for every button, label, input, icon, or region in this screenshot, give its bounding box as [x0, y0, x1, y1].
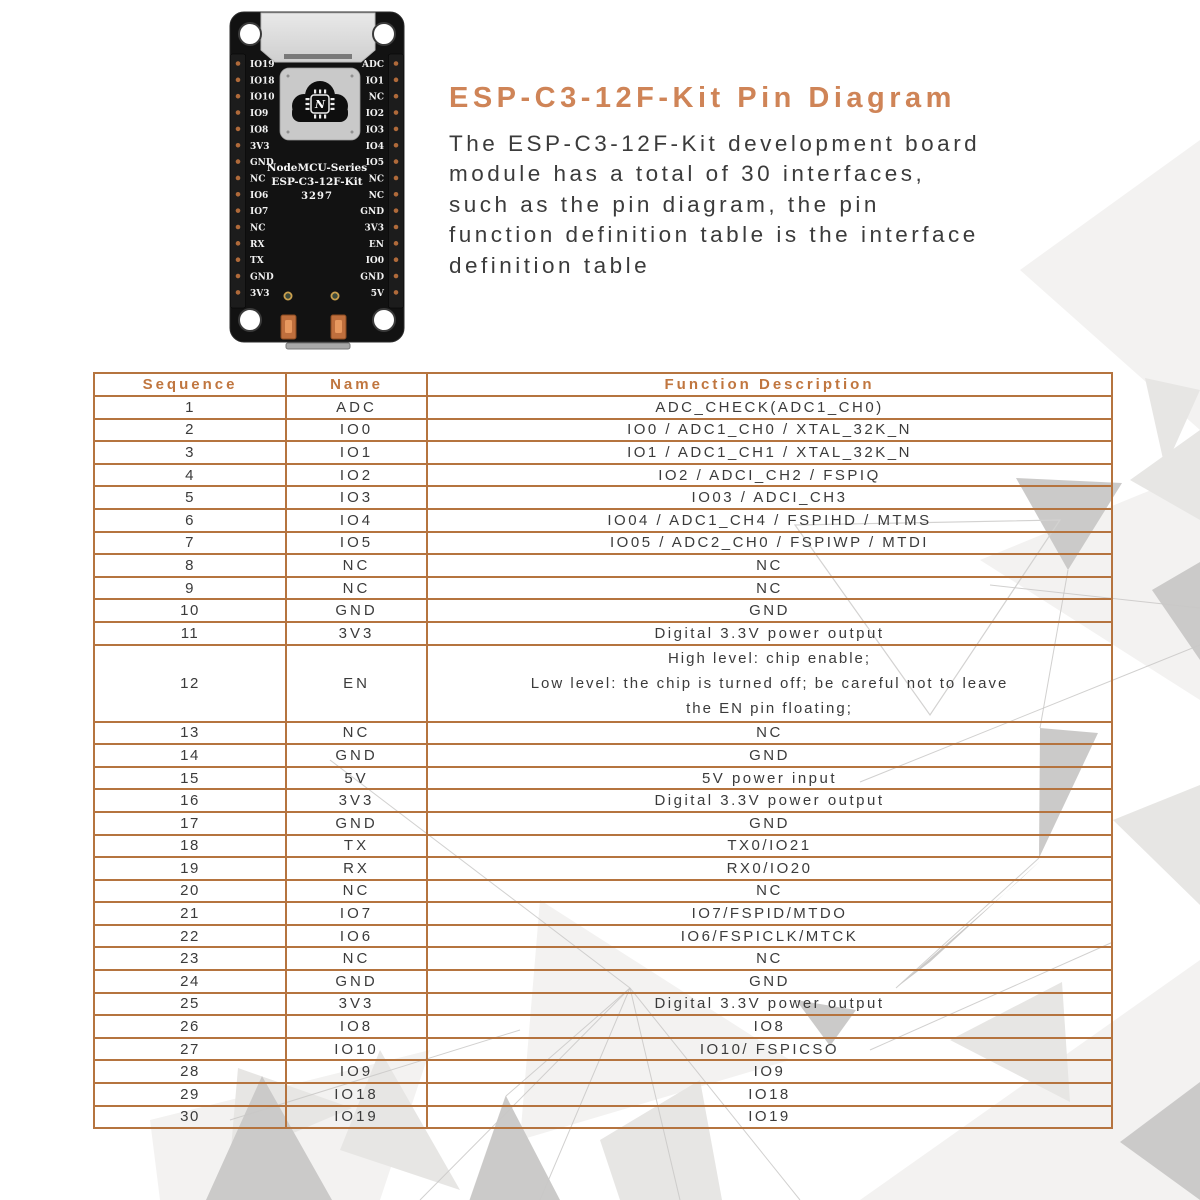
silkscreen-number: 3297 — [301, 191, 333, 202]
table-row — [94, 1083, 1112, 1106]
headline-block — [449, 82, 1149, 281]
pin-table — [93, 372, 1113, 1129]
cell-function: IO18 — [427, 1083, 1112, 1106]
cell-function: TX0/IO21 — [427, 835, 1112, 858]
silkscreen-model: ESP-C3-12F-Kit — [271, 176, 363, 188]
cell-function: IO1 / ADC1_CH1 / XTAL_32K_N — [427, 441, 1112, 464]
pin-dot — [394, 159, 399, 164]
table-row — [94, 645, 1112, 722]
table-row — [94, 441, 1112, 464]
pin-label-left: IO7 — [250, 207, 269, 218]
cell-function: GND — [427, 744, 1112, 767]
col-header-name: Name — [286, 373, 427, 396]
page-description — [449, 129, 1149, 281]
cell-function: IO0 / ADC1_CH0 / XTAL_32K_N — [427, 419, 1112, 442]
cell-function: IO04 / ADC1_CH4 / FSPIHD / MTMS — [427, 509, 1112, 532]
page-title: ESP-C3-12F-Kit Pin Diagram — [449, 82, 956, 114]
cell-sequence: 6 — [94, 509, 286, 532]
cell-sequence: 18 — [94, 835, 286, 858]
function-line: Low level: the chip is turned off; be careful not to leave — [530, 674, 1009, 692]
cell-name: GND — [286, 599, 427, 622]
pin-label-right: IO3 — [365, 125, 384, 136]
cell-function: GND — [427, 812, 1112, 835]
pin-label-left: IO6 — [250, 190, 269, 201]
pin-label-left: GND — [250, 158, 274, 169]
cell-name: ADC — [286, 396, 427, 419]
cell-function: NC — [427, 554, 1112, 577]
table-row — [94, 880, 1112, 903]
cell-sequence: 3 — [94, 441, 286, 464]
pin-label-right: 5V — [370, 288, 384, 299]
table-row — [94, 419, 1112, 442]
cell-sequence: 25 — [94, 993, 286, 1016]
table-row — [94, 577, 1112, 600]
table-row — [94, 744, 1112, 767]
table-row — [94, 993, 1112, 1016]
pin-label-right: IO5 — [365, 158, 384, 169]
table-row — [94, 947, 1112, 970]
cell-name: 5V — [286, 767, 427, 790]
pin-label-left: TX — [250, 256, 264, 267]
table-row — [94, 396, 1112, 419]
cell-function: IO7/FSPID/MTDO — [427, 902, 1112, 925]
cell-function: Digital 3.3V power output — [427, 789, 1112, 812]
cell-function: NC — [427, 880, 1112, 903]
cell-name: NC — [286, 880, 427, 903]
cell-name: IO0 — [286, 419, 427, 442]
table-row — [94, 767, 1112, 790]
pin-dot — [394, 110, 399, 115]
cell-name: IO4 — [286, 509, 427, 532]
usb-connector — [286, 343, 350, 349]
cell-name: IO9 — [286, 1060, 427, 1083]
silkscreen-series: NodeMCU-Series — [266, 162, 368, 174]
table-row — [94, 1060, 1112, 1083]
cell-sequence: 4 — [94, 464, 286, 487]
cell-sequence: 22 — [94, 925, 286, 948]
description-line: definition table — [449, 252, 651, 278]
cell-name: 3V3 — [286, 993, 427, 1016]
pin-dot — [236, 78, 241, 83]
description-line: function definition table is the interface — [449, 222, 979, 248]
table-row — [94, 722, 1112, 745]
pin-header-left — [231, 54, 246, 308]
pin-dot — [236, 192, 241, 197]
pin-label-left: GND — [250, 272, 274, 283]
cell-function: ADC_CHECK(ADC1_CH0) — [427, 396, 1112, 419]
pin-dot — [236, 274, 241, 279]
pin-dot — [236, 176, 241, 181]
cell-function: NC — [427, 947, 1112, 970]
cell-sequence: 14 — [94, 744, 286, 767]
pin-dot — [394, 274, 399, 279]
pin-label-left: RX — [250, 239, 265, 250]
cell-function: GND — [427, 970, 1112, 993]
cell-function — [427, 645, 1112, 722]
cell-name: IO3 — [286, 486, 427, 509]
cell-name: NC — [286, 554, 427, 577]
table-row — [94, 599, 1112, 622]
cell-function: GND — [427, 599, 1112, 622]
table-row — [94, 622, 1112, 645]
pin-label-right: IO1 — [365, 76, 384, 87]
cell-sequence: 1 — [94, 396, 286, 419]
table-row — [94, 925, 1112, 948]
table-row — [94, 1106, 1112, 1129]
pin-dot — [236, 159, 241, 164]
table-row — [94, 789, 1112, 812]
cell-sequence: 7 — [94, 532, 286, 555]
cell-function: NC — [427, 577, 1112, 600]
cell-sequence: 16 — [94, 789, 286, 812]
table-row — [94, 970, 1112, 993]
pin-label-left: 3V3 — [250, 288, 270, 299]
cell-sequence: 24 — [94, 970, 286, 993]
pin-label-right: GND — [360, 207, 384, 218]
cell-name: 3V3 — [286, 789, 427, 812]
cell-name: IO18 — [286, 1083, 427, 1106]
cell-name: IO19 — [286, 1106, 427, 1129]
pin-label-left: NC — [250, 223, 266, 234]
cell-name: IO2 — [286, 464, 427, 487]
pin-table-header — [94, 373, 1112, 396]
cell-function: IO6/FSPICLK/MTCK — [427, 925, 1112, 948]
pin-dot — [236, 208, 241, 213]
pin-dot — [394, 94, 399, 99]
cell-name: GND — [286, 812, 427, 835]
cell-function: IO2 / ADCI_CH2 / FSPIQ — [427, 464, 1112, 487]
cell-function: IO19 — [427, 1106, 1112, 1129]
pin-dot — [394, 290, 399, 295]
logo-letter: N — [314, 98, 326, 111]
cell-name: NC — [286, 947, 427, 970]
pin-label-left: IO8 — [250, 125, 269, 136]
cell-name: IO1 — [286, 441, 427, 464]
table-row — [94, 509, 1112, 532]
pin-label-right: 3V3 — [364, 223, 384, 234]
cell-name: NC — [286, 722, 427, 745]
cell-sequence: 19 — [94, 857, 286, 880]
cell-sequence: 12 — [94, 645, 286, 722]
cell-name: IO8 — [286, 1015, 427, 1038]
pin-dot — [236, 94, 241, 99]
cell-sequence: 15 — [94, 767, 286, 790]
cell-function: 5V power input — [427, 767, 1112, 790]
function-line: High level: chip enable; — [667, 649, 872, 667]
cell-name: NC — [286, 577, 427, 600]
pin-dot — [236, 257, 241, 262]
cell-sequence: 8 — [94, 554, 286, 577]
pin-dot — [394, 257, 399, 262]
cell-function: IO10/ FSPICSO — [427, 1038, 1112, 1061]
pin-label-left: 3V3 — [250, 141, 270, 152]
cell-sequence: 27 — [94, 1038, 286, 1061]
pin-dot — [236, 127, 241, 132]
cell-name: GND — [286, 970, 427, 993]
cell-function: Digital 3.3V power output — [427, 993, 1112, 1016]
pin-label-right: IO0 — [365, 256, 384, 267]
pin-dot — [394, 127, 399, 132]
cell-name: RX — [286, 857, 427, 880]
description-line: The ESP-C3-12F-Kit development board — [449, 131, 981, 156]
pin-label-right: IO2 — [365, 109, 384, 120]
cell-name: GND — [286, 744, 427, 767]
function-line: the EN pin floating; — [686, 699, 853, 717]
cell-function: IO05 / ADC2_CH0 / FSPIWP / MTDI — [427, 532, 1112, 555]
cell-sequence: 10 — [94, 599, 286, 622]
pin-dot — [236, 290, 241, 295]
pin-label-right: ADC — [362, 60, 384, 70]
table-row — [94, 1015, 1112, 1038]
table-row — [94, 857, 1112, 880]
cell-function: NC — [427, 722, 1112, 745]
cell-sequence: 29 — [94, 1083, 286, 1106]
cell-sequence: 30 — [94, 1106, 286, 1129]
cell-function: RX0/IO20 — [427, 857, 1112, 880]
table-row — [94, 1038, 1112, 1061]
shield-solder-strip — [284, 54, 352, 59]
pin-label-right: NC — [368, 92, 384, 103]
pin-label-right: EN — [368, 239, 384, 250]
cell-sequence: 23 — [94, 947, 286, 970]
pin-table-body — [94, 396, 1112, 1128]
cell-function: IO03 / ADCI_CH3 — [427, 486, 1112, 509]
cell-sequence: 2 — [94, 419, 286, 442]
pin-label-right: IO4 — [365, 141, 384, 152]
pin-dot — [394, 61, 399, 66]
col-header-function: Function Description — [427, 373, 1112, 396]
pin-dot — [394, 143, 399, 148]
pin-label-left: IO9 — [250, 109, 269, 120]
cell-sequence: 20 — [94, 880, 286, 903]
cell-sequence: 13 — [94, 722, 286, 745]
pin-label-right: NC — [368, 190, 384, 201]
cell-function: Digital 3.3V power output — [427, 622, 1112, 645]
pin-label-left: IO18 — [250, 76, 275, 87]
pin-dot — [236, 143, 241, 148]
pin-dot — [236, 61, 241, 66]
pin-dot — [394, 192, 399, 197]
pin-label-right: NC — [368, 174, 384, 185]
col-header-sequence: Sequence — [94, 373, 286, 396]
cell-sequence: 11 — [94, 622, 286, 645]
pin-label-right: GND — [360, 272, 384, 283]
cell-function: IO8 — [427, 1015, 1112, 1038]
pin-dot — [394, 176, 399, 181]
description-line: module has a total of 30 interfaces, — [449, 161, 926, 187]
cell-sequence: 5 — [94, 486, 286, 509]
cell-sequence: 28 — [94, 1060, 286, 1083]
cell-sequence: 9 — [94, 577, 286, 600]
pin-dot — [394, 241, 399, 246]
cell-sequence: 26 — [94, 1015, 286, 1038]
pin-dot — [236, 225, 241, 230]
cell-name: TX — [286, 835, 427, 858]
table-row — [94, 812, 1112, 835]
cell-name: IO5 — [286, 532, 427, 555]
table-row — [94, 464, 1112, 487]
cell-name: EN — [286, 645, 427, 722]
pin-label-left: IO10 — [250, 92, 275, 103]
cell-name: IO7 — [286, 902, 427, 925]
pin-dot — [236, 110, 241, 115]
pin-dot — [394, 208, 399, 213]
pin-dot — [394, 225, 399, 230]
pin-dot — [394, 78, 399, 83]
pin-label-left: IO19 — [250, 60, 275, 70]
cell-sequence: 21 — [94, 902, 286, 925]
table-row — [94, 835, 1112, 858]
pin-header-right — [389, 54, 404, 308]
table-row — [94, 554, 1112, 577]
cell-sequence: 17 — [94, 812, 286, 835]
cell-name: 3V3 — [286, 622, 427, 645]
table-row — [94, 532, 1112, 555]
pin-dot — [236, 241, 241, 246]
description-line: such as the pin diagram, the pin — [449, 191, 880, 217]
table-row — [94, 902, 1112, 925]
cell-name: IO10 — [286, 1038, 427, 1061]
pin-label-left: NC — [250, 174, 266, 185]
cell-function: IO9 — [427, 1060, 1112, 1083]
board-image — [228, 10, 406, 352]
table-row — [94, 486, 1112, 509]
cell-name: IO6 — [286, 925, 427, 948]
